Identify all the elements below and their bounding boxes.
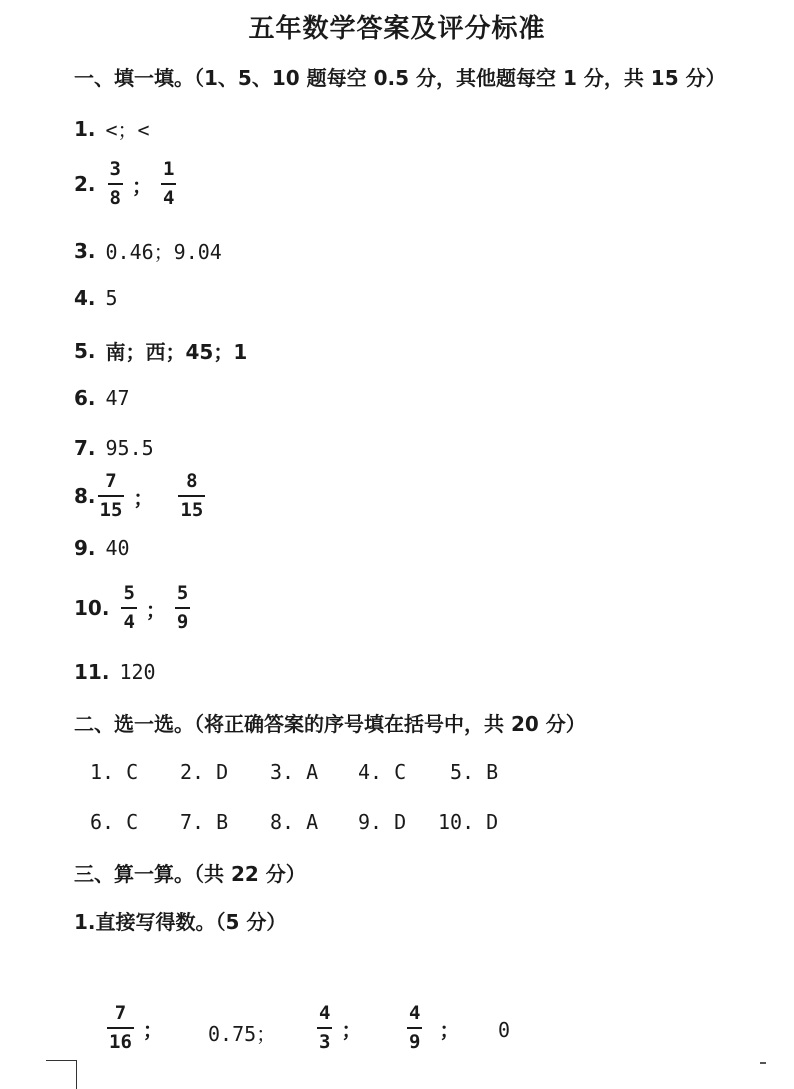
q8-fraction-1 xyxy=(98,472,125,520)
choice-answer: 10. D xyxy=(438,810,499,834)
q7-number: 7. xyxy=(74,436,96,460)
q3-number: 3. xyxy=(74,238,96,263)
answer-q2 xyxy=(74,160,179,208)
q9-number: 9. xyxy=(74,536,96,560)
q11-answer: 120 xyxy=(119,660,156,684)
q8-separator: ； xyxy=(133,485,154,510)
q6-answer: 47 xyxy=(105,386,130,410)
answer-q1 xyxy=(74,114,150,143)
calc-answer-2: 0.75； xyxy=(208,1022,277,1046)
answer-q8 xyxy=(74,472,208,520)
q2-f2-denominator: 4 xyxy=(162,187,175,209)
calc-separator: ； xyxy=(142,1017,163,1042)
q2-number: 2. xyxy=(74,172,96,196)
calc-fraction-3 xyxy=(317,1004,332,1052)
scan-mark xyxy=(760,1062,766,1064)
calc-fraction-4 xyxy=(407,1004,422,1052)
answer-q9 xyxy=(74,536,130,560)
answer-q4 xyxy=(74,286,118,310)
q8-f1-numerator: 7 xyxy=(105,470,117,492)
q10-separator: ； xyxy=(145,597,166,622)
section-3-heading: 三、算一算。（共 22 分） xyxy=(74,862,306,886)
q1-number: 1. xyxy=(74,116,96,141)
q1-answer: <；< xyxy=(105,118,150,142)
q4-number: 4. xyxy=(74,286,96,310)
calc-answer-1 xyxy=(104,1004,169,1052)
answer-q6 xyxy=(74,386,130,410)
choice-answer: 7. B xyxy=(180,810,229,834)
calc-separator: ； xyxy=(341,1017,362,1042)
calc-f4-numerator: 4 xyxy=(409,1002,421,1024)
answer-q10 xyxy=(74,584,193,632)
answer-q11 xyxy=(74,660,156,684)
choice-answer: 5. B xyxy=(450,760,499,784)
choice-answer: 1. C xyxy=(90,760,139,784)
q10-f1-denominator: 4 xyxy=(123,611,135,633)
q3-answer: 0.46；9.04 xyxy=(105,240,222,264)
q4-answer: 5 xyxy=(105,286,118,310)
calc-fraction-1 xyxy=(107,1004,134,1052)
q2-f1-numerator: 3 xyxy=(109,158,121,180)
calc-f3-numerator: 4 xyxy=(319,1002,331,1024)
q9-answer: 40 xyxy=(105,536,130,560)
section-2-heading: 二、选一选。（将正确答案的序号填在括号中，共 20 分） xyxy=(74,712,586,736)
q10-f2-numerator: 5 xyxy=(176,582,189,604)
choice-answer: 4. C xyxy=(358,760,407,784)
q5-number: 5. xyxy=(74,338,96,363)
answer-q5 xyxy=(74,336,247,365)
crop-mark xyxy=(46,1060,77,1089)
q7-answer: 95.5 xyxy=(105,436,154,460)
calc-answer-5: 0 xyxy=(498,1018,511,1042)
calc-separator: ； xyxy=(439,1017,460,1042)
choice-answer: 2. D xyxy=(180,760,229,784)
answer-q3 xyxy=(74,236,222,265)
q10-fraction-2 xyxy=(175,584,190,632)
q10-number: 10. xyxy=(74,596,110,620)
q8-number: 8. xyxy=(74,484,96,508)
q10-f1-numerator: 5 xyxy=(123,582,135,604)
calc-f4-denominator: 9 xyxy=(409,1031,421,1053)
q2-f1-denominator: 8 xyxy=(109,187,121,209)
q11-number: 11. xyxy=(74,660,110,684)
q8-fraction-2 xyxy=(178,472,205,520)
calc-f1-denominator: 16 xyxy=(109,1031,132,1053)
q5-answer: 南；西；45；1 xyxy=(105,340,248,364)
section-3-sub-1: 1.直接写得数。（5 分） xyxy=(74,910,287,934)
answer-q7 xyxy=(74,436,154,460)
q8-f2-numerator: 8 xyxy=(186,470,198,492)
choice-answer: 8. A xyxy=(270,810,319,834)
q2-f2-numerator: 1 xyxy=(162,158,175,180)
q2-fraction-1 xyxy=(108,160,123,208)
choice-answer: 6. C xyxy=(90,810,139,834)
choice-answer: 9. D xyxy=(358,810,407,834)
q8-f1-denominator: 15 xyxy=(99,499,123,521)
q10-fraction-1 xyxy=(121,584,136,632)
calc-answer-4 xyxy=(404,1004,465,1052)
q10-f2-denominator: 9 xyxy=(176,611,189,633)
q6-number: 6. xyxy=(74,386,96,410)
q2-fraction-2 xyxy=(161,160,176,208)
calc-f1-numerator: 7 xyxy=(114,1002,127,1024)
q2-separator: ； xyxy=(131,173,152,198)
calc-answer-3 xyxy=(314,1004,367,1052)
calc-f3-denominator: 3 xyxy=(319,1031,331,1053)
choice-answer: 3. A xyxy=(270,760,319,784)
q8-f2-denominator: 15 xyxy=(180,499,204,521)
section-1-heading: 一、填一填。（1、5、10 题每空 0.5 分，其他题每空 1 分，共 15 分） xyxy=(74,66,726,90)
page-title: 五年数学答案及评分标准 xyxy=(248,14,546,44)
